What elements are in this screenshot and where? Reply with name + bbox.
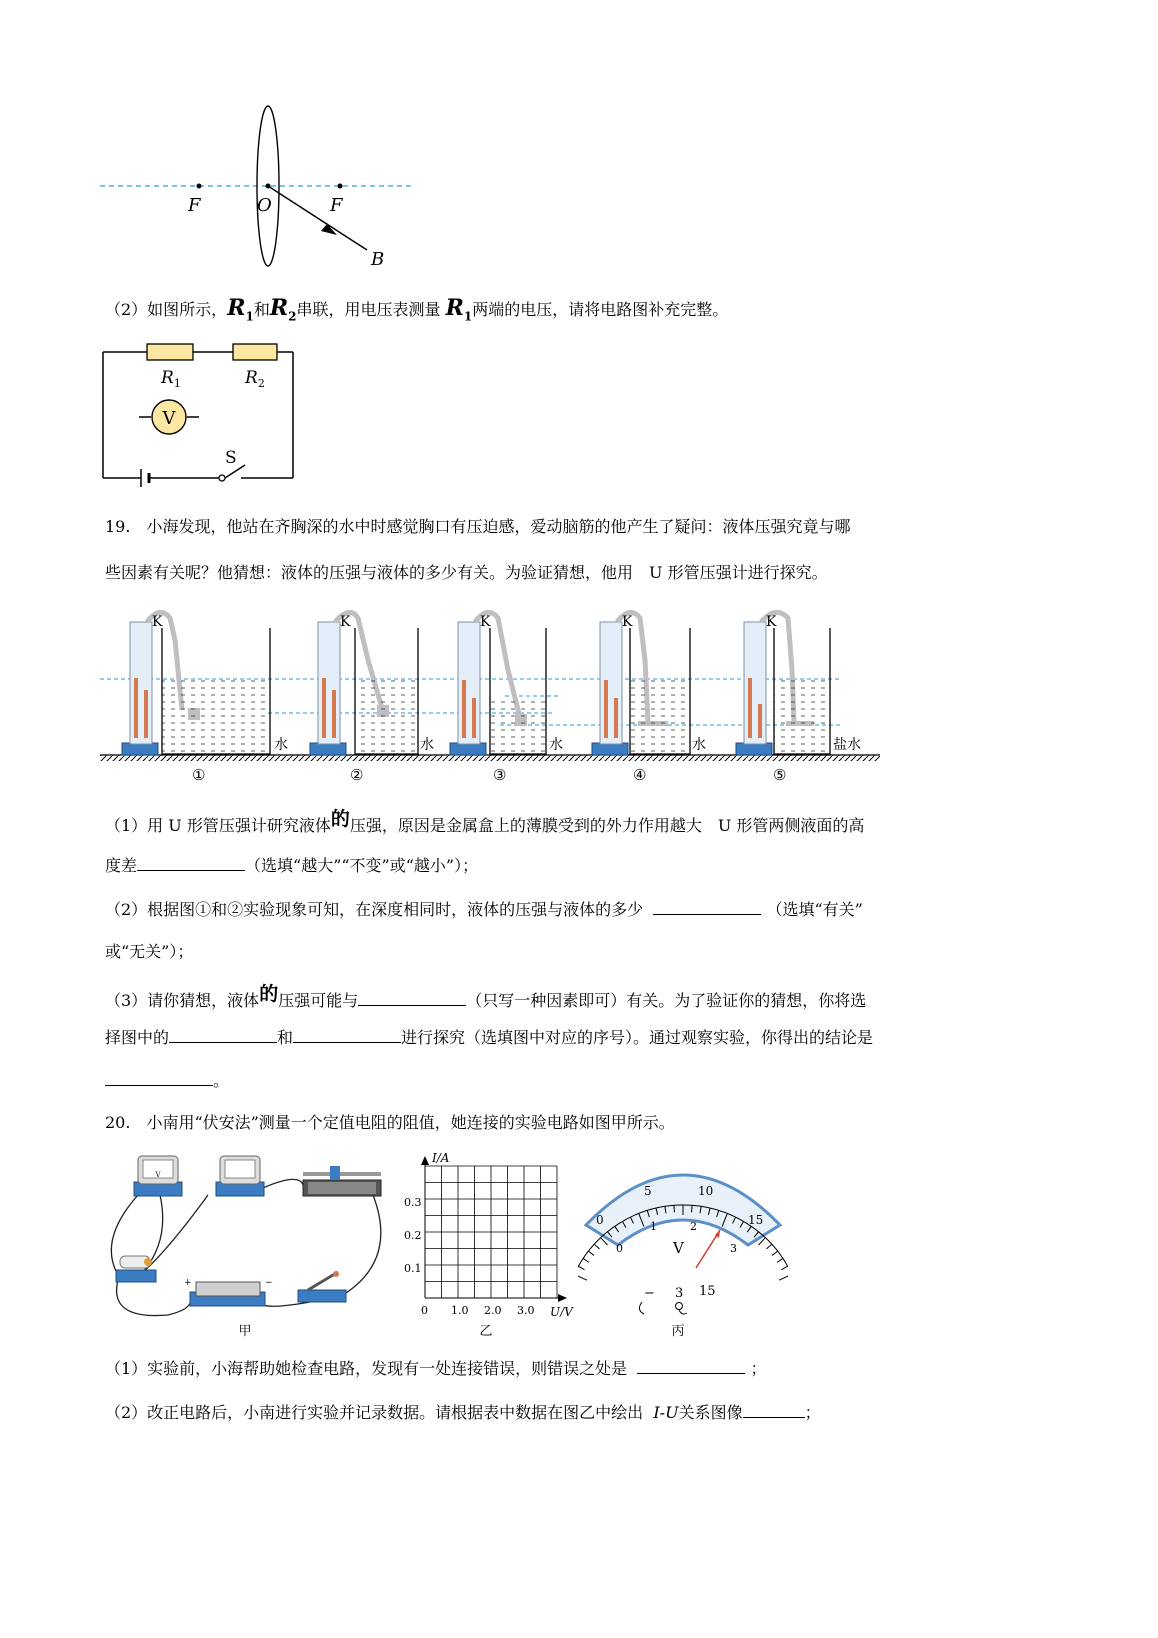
inner-tick-1: 1 — [650, 1220, 657, 1233]
focus-point-right — [338, 184, 343, 189]
svg-text:⑤: ⑤ — [773, 766, 787, 784]
fig-bing-label: 丙 — [671, 1324, 685, 1339]
svg-text:+: + — [184, 1278, 192, 1288]
focus-point-left — [197, 184, 202, 189]
grid — [425, 1166, 557, 1298]
iu-grid-figure — [400, 1150, 580, 1340]
q19-line2: 些因素有关呢？他猜想：液体的压强与液体的多少有关。为验证猜想，他用 U 形管压强计进行探究。 — [105, 563, 828, 582]
q20-sub2: （2）改正电路后，小南进行实验并记录数据。请根据表中数据在图乙中绘出 I-U关系图像 ； — [105, 1403, 821, 1422]
resistor-device — [116, 1256, 156, 1282]
x-tick-2: 2.0 — [484, 1304, 502, 1317]
y-tick-0.1: 0.1 — [404, 1262, 422, 1275]
svg-text:水: 水 — [274, 737, 288, 753]
r1-symbol: $R_1$ — [227, 295, 254, 324]
svg-text:K: K — [480, 614, 491, 630]
svg-text:②: ② — [350, 766, 364, 784]
rheostat-device — [303, 1166, 381, 1196]
svg-text:K: K — [622, 614, 633, 630]
answer-blank-8[interactable] — [743, 1403, 805, 1418]
apparatus-figure — [98, 1150, 398, 1340]
q19-line1: 19. 小海发现，他站在齐胸深的水中时感觉胸口有压迫感，爱动脑筋的他产生了疑问：液体压强究竟与哪 — [105, 517, 851, 536]
lens-figure — [95, 100, 425, 280]
voltmeter-label: V — [162, 408, 176, 429]
terminal-3: 3 — [675, 1286, 684, 1301]
answer-blank-4[interactable] — [169, 1028, 277, 1043]
x-axis-arrow-icon — [558, 1294, 567, 1302]
dial-tick — [692, 1205, 693, 1212]
answer-blank-3[interactable] — [358, 991, 466, 1006]
svg-text:③: ③ — [493, 766, 507, 784]
y-axis-arrow-icon — [421, 1156, 429, 1165]
q18-suffix: 两端的电压，请将电路图补充完整。 — [472, 300, 729, 319]
q20-line1: 20. 小南用“伏安法”测量一个定值电阻的阻值，她连接的实验电路如图甲所示。 — [105, 1113, 675, 1132]
r2-label: $R_2$ — [245, 368, 265, 390]
svg-text:K: K — [152, 614, 163, 630]
y-axis-label: I/A — [432, 1151, 450, 1165]
terminal-neg: − — [644, 1286, 655, 1301]
dial-tick — [588, 1251, 594, 1255]
r1-label: $R_1$ — [161, 368, 181, 390]
q19-sub1-line1: （1）用 U 形管压强计研究液体的压强，原因是金属盒上的薄膜受到的外力作用越大 U 形管两侧液面的高 — [105, 808, 865, 835]
outer-tick-5: 5 — [644, 1184, 652, 1198]
q19-sub3-line3: 。 — [105, 1071, 229, 1091]
inner-tick-0: 0 — [616, 1242, 623, 1255]
q19-sub1-line2: 度差 （选填“越大”“不变”或“越小”）； — [105, 856, 479, 875]
dial-tick — [767, 1244, 772, 1249]
switch-device — [298, 1271, 346, 1302]
y-tick-0.3: 0.3 — [404, 1196, 422, 1209]
svg-text:①: ① — [192, 766, 206, 784]
focus-label-left: F — [188, 195, 201, 216]
point-b-label: B — [371, 249, 385, 270]
svg-text:水: 水 — [692, 737, 706, 753]
q19-sub2-line1: （2）根据图①和②实验现象可知，在深度相同时，液体的压强与液体的多少 （选填“有关” — [105, 900, 863, 919]
dial-tick — [782, 1266, 788, 1269]
svg-text:K: K — [766, 614, 777, 630]
dial-tick — [777, 1258, 783, 1262]
r2-symbol: $R_2$ — [269, 295, 297, 324]
svg-text:④: ④ — [633, 766, 647, 784]
inner-tick-2: 2 — [690, 1220, 697, 1233]
q19-sub2-line2: 或“无关”）； — [105, 942, 194, 961]
dial-tick — [578, 1274, 587, 1280]
resistor-r1 — [147, 344, 193, 360]
svg-text:水: 水 — [420, 737, 434, 753]
and-text: 和 — [253, 300, 270, 319]
outer-tick-10: 10 — [698, 1184, 714, 1198]
svg-text:水: 水 — [549, 737, 563, 753]
voltmeter-dial-figure — [578, 1150, 788, 1340]
switch-label: S — [225, 448, 237, 468]
answer-blank-6[interactable] — [105, 1071, 213, 1086]
svg-text:K: K — [340, 614, 351, 630]
svg-text:−: − — [265, 1278, 273, 1288]
q18-mid: 串联，用电压表测量 — [296, 300, 441, 319]
q19-sub3-line1: （3）请你猜想，液体的压强可能与 （只写一种因素即可）有关。为了验证你的猜想，你将选 — [105, 983, 867, 1010]
refracted-ray — [268, 186, 367, 250]
x-tick-0: 0 — [421, 1304, 428, 1317]
dial-tick — [594, 1244, 599, 1249]
answer-blank-1[interactable] — [137, 856, 245, 871]
answer-blank-5[interactable] — [293, 1028, 401, 1043]
dial-tick — [583, 1258, 589, 1262]
dial-unit: V — [673, 1239, 684, 1257]
focus-label-right: F — [330, 195, 343, 216]
u-tube-figure — [100, 600, 880, 790]
x-axis-label: U/V — [550, 1305, 573, 1319]
x-tick-1: 1.0 — [451, 1304, 469, 1317]
svg-text:盐水: 盐水 — [833, 737, 861, 753]
dial-tick — [578, 1266, 584, 1269]
r1b-symbol: $R_1$ — [445, 295, 473, 324]
fig-jia-label: 甲 — [238, 1324, 252, 1339]
answer-blank-2[interactable] — [653, 900, 761, 915]
switch-contact — [219, 475, 225, 481]
x-tick-3: 3.0 — [517, 1304, 535, 1317]
voltmeter-device — [134, 1156, 182, 1196]
outer-tick-15: 15 — [748, 1213, 764, 1227]
q19-sub3-line2: 择图中的 和 进行探究（选填图中对应的序号）。通过观察实验，你得出的结论是 — [105, 1028, 874, 1047]
q18-part2-text — [105, 295, 729, 326]
resistor-r2 — [233, 344, 277, 360]
iu-symbol: I-U — [653, 1403, 679, 1422]
dial-tick — [779, 1274, 788, 1280]
q18-prefix: （2）如图所示， — [105, 300, 228, 319]
ammeter-device — [216, 1156, 264, 1196]
battery-device — [184, 1278, 273, 1306]
fig-yi-label: 乙 — [479, 1324, 493, 1339]
circuit-diagram — [95, 335, 305, 495]
q20-sub1: （1）实验前，小海帮助她检查电路，发现有一处连接错误，则错误之处是 ； — [105, 1359, 767, 1378]
outer-tick-0: 0 — [596, 1213, 604, 1227]
terminal-15: 15 — [699, 1284, 716, 1299]
dial-tick — [772, 1251, 778, 1255]
dial-tick — [674, 1205, 675, 1212]
inner-tick-3: 3 — [730, 1242, 737, 1255]
y-tick-0.2: 0.2 — [404, 1229, 422, 1242]
svg-text:V: V — [155, 1171, 161, 1179]
answer-blank-7[interactable] — [637, 1359, 745, 1374]
center-label: O — [257, 195, 272, 216]
ground-hatch — [100, 755, 880, 761]
